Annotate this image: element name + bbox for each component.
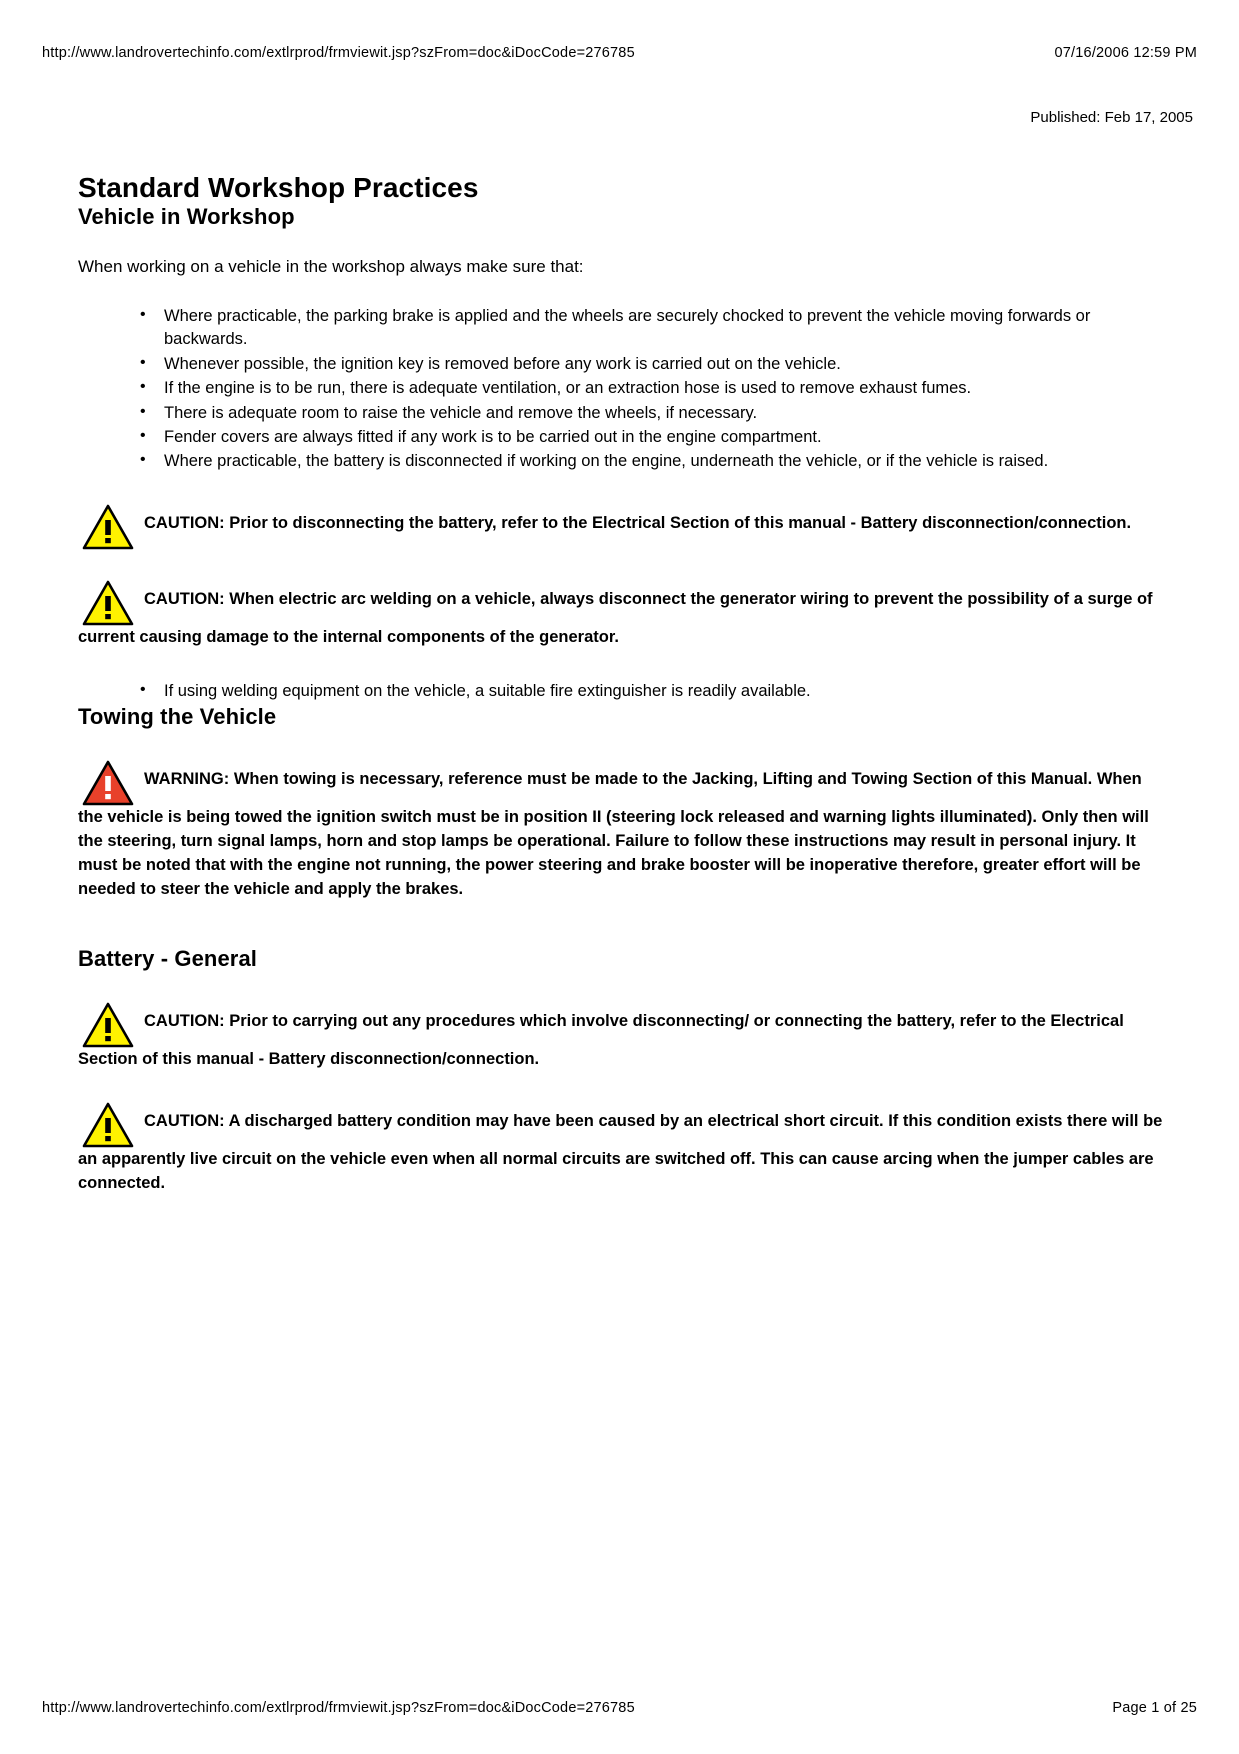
caution-triangle-icon [82, 1102, 134, 1148]
vehicle-in-workshop-bullet-list [78, 305, 1169, 474]
published-date: Published: Feb 17, 2005 [1030, 109, 1193, 126]
welding-equipment-bullet-list [78, 680, 1169, 703]
footer-url: http://www.landrovertechinfo.com/extlrprod/frmviewit.jsp?szFrom=doc&iDocCode=276785 [42, 1700, 635, 1716]
section-title-vehicle-in-workshop: Vehicle in Workshop [78, 204, 295, 229]
caution-text: CAUTION: When electric arc welding on a vehicle, always disconnect the generator wiring to prevent the possibility of a surge of current causing damage to the internal components of the generator. [78, 589, 1153, 646]
document-content [42, 172, 1197, 1196]
caution-triangle-icon [82, 580, 134, 626]
list-item: • Whenever possible, the ignition key is removed before any work is carried out on the vehicle. [140, 353, 1169, 376]
list-item: • If using welding equipment on the vehicle, a suitable fire extinguisher is readily available. [140, 680, 1169, 703]
list-item: • Where practicable, the parking brake is applied and the wheels are securely chocked to prevent the vehicle moving forwards or backwards. [140, 305, 1169, 352]
caution-battery-disconnect [78, 504, 1169, 550]
caution-text: CAUTION: Prior to carrying out any procedures which involve disconnecting/ or connecting the battery, refer to the Electrical Section of this manual - Battery disconnection/connection. [78, 1011, 1124, 1068]
caution-arc-welding [78, 580, 1169, 650]
list-item: • There is adequate room to raise the vehicle and remove the wheels, if necessary. [140, 402, 1169, 425]
warning-towing [78, 760, 1169, 902]
list-item: • Fender covers are always fitted if any work is to be carried out in the engine compartment. [140, 426, 1169, 449]
warning-text: WARNING: When towing is necessary, reference must be made to the Jacking, Lifting and Towing Section of this Manual. When the vehicle is being towed the ignition switch must be in position II (steering lock released and warning lights illuminated). Only then will the steering, turn signal lamps, horn and stop lamps be operational. Failure to follow these instructions may result in personal injury. It must be noted that with the engine not running, the power steering and brake booster will be inoperative therefore, greater effort will be needed to steer the vehicle and apply the brakes. [78, 770, 1149, 898]
warning-triangle-icon [82, 760, 134, 806]
caution-text: CAUTION: Prior to disconnecting the battery, refer to the Electrical Section of this manual - Battery disconnection/connection. [144, 513, 1132, 532]
caution-discharged-battery [78, 1102, 1169, 1196]
list-item: • If the engine is to be run, there is adequate ventilation, or an extraction hose is used to remove exhaust fumes. [140, 377, 1169, 400]
page-header [42, 45, 1197, 61]
caution-text: CAUTION: A discharged battery condition may have been caused by an electrical short circuit. If this condition exists there will be an apparently live circuit on the vehicle even when all normal circuits are switched off. This can cause arcing when the jumper cables are connected. [78, 1111, 1163, 1192]
section-title-towing-the-vehicle: Towing the Vehicle [78, 704, 277, 730]
page-footer [42, 1700, 1197, 1716]
vehicle-in-workshop-intro: When working on a vehicle in the workshop always make sure that: [78, 257, 584, 276]
caution-triangle-icon [82, 504, 134, 550]
list-item: • Where practicable, the battery is disconnected if working on the engine, underneath the vehicle, or if the vehicle is raised. [140, 450, 1169, 473]
page-title: Standard Workshop Practices [78, 172, 479, 203]
header-url: http://www.landrovertechinfo.com/extlrprod/frmviewit.jsp?szFrom=doc&iDocCode=276785 [42, 45, 635, 61]
footer-page-number: Page 1 of 25 [1112, 1700, 1197, 1716]
section-title-battery-general: Battery - General [78, 945, 257, 971]
header-datetime: 07/16/2006 12:59 PM [1054, 45, 1197, 61]
caution-triangle-icon [82, 1002, 134, 1048]
caution-battery-procedures [78, 1002, 1169, 1072]
